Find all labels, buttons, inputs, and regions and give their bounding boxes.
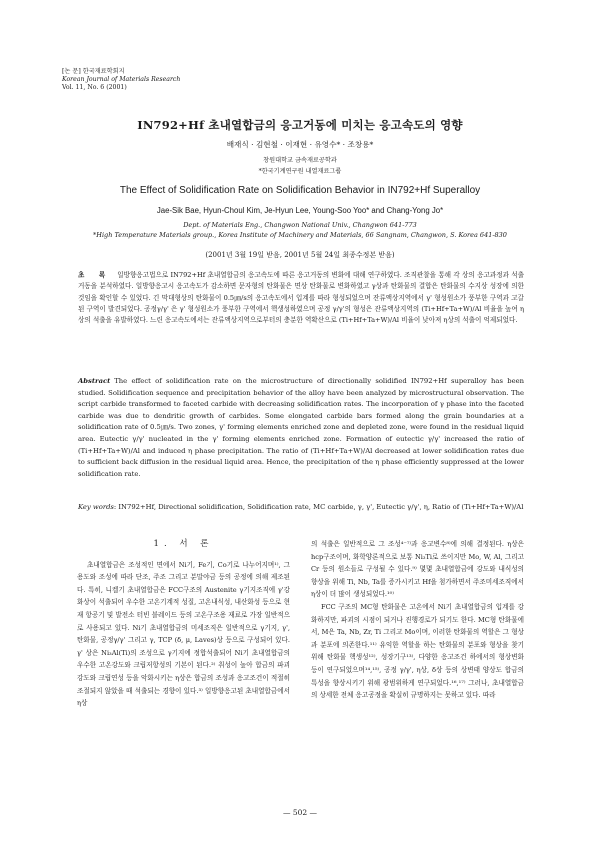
- korean-affiliation-1: 창원대학교 금속재료공학과: [263, 157, 337, 164]
- korean-abstract: [78, 270, 524, 326]
- journal-header: [62, 68, 180, 92]
- korean-abstract-text: 일방향응고법으로 IN792+Hf 초내열합금의 응고속도에 따른 응고거동의 변화에 대해 연구하였다. 조직관찰을 통해 각 상의 응고과정과 석출거동을 분석하였다. 일방향응고시 응고속도가 감소하면 문자형의 탄화물은 면상 탄화물로 변화하였고 γ상과 탄화물의 결합은 탄화물의 수지상 성장에 의한 것임을 확인할 수 있었다. 긴 막대형상의 탄화물이 0.5㎛/s의 응고속도에서 입계를 따라 형성되었으며 잔류액상지역에서 γ' 형성원소가 풍부한 구역과 고갈된 구역이 발견되었다. 공정γ/γ' 은 γ' 형성원소가 풍부한 구역에서 핵생성하였으며 공정 γ/γ'의 형성은 잔류액상지역의 (Ti+Hf+Ta+W)/Al 비율을 높여 η상의 석출을 유발하였다. 느린 응고속도에서는 잔류액상지역으로부터의 충분한 역확산으로 (Ti+Hf+Ta+W)/Al 비율이 낮아져 η상의 석출이 억제되었다.: [78, 271, 524, 325]
- page-number: — 502 —: [282, 808, 318, 817]
- body-column-left: [77, 538, 290, 710]
- body-paragraph: 의 석출은 일반적으로 그 조성⁴⁻⁷⁾과 응고변수⁸⁾에 의해 결정된다. η상은 hcp구조이며, 화학양론적으로 보통 Ni₃Ti로 쓰이지만 Mo, W, Al, 그리고 Cr 등의 원소들로 구성될 수 있다.⁹⁾ 몇몇 초내열합금에 강도와 내식성의 향상을 위해 Ti, Nb, Ta를 증가시키고 Hf을 첨가하면서 주조미세조직에서 η상이 더 많이 생성되었다.¹⁰⁾: [311, 540, 524, 599]
- body-paragraph: 초내열합금은 조성적인 면에서 Ni기, Fe기, Co기로 나누어지며¹⁾, 그 용도와 조성에 따라 단조, 주조 그리고 분말야금 등의 공정에 의해 제조된다. 특히, 니켈기 초내열합금은 FCC구조의 Austenite γ기지조직에 γ'강화상이 석출되어 우수한 고온기계적 성질, 고온내식성, 내산화성 등으로 현재 항공기 및 발전소 터빈 블레이드 등의 고온구조용 재료로 가장 일반적으로 사용되고 있다. Ni기 초내열합금의 미세조직은 일반적으로 γ기지, γ', 탄화물, 공정γ/γ' 그리고 γ, TCP (δ, μ, Laves)상 등으로 구성되어 있다. γ' 상은 Ni₃Al(Ti)의 조성으로 γ기지에 정합석출되어 Ni기 초내열합금의 우수한 고온강도와 크립저항성의 기본이 된다.²⁾ 취성이 높아 합금의 파괴강도와 크립연성 등을 악화시키는 η상은 합금의 조성과 응고조건이 적절히 조절되지 않았을 때 석출되는 경향이 있다.³⁾ 일방향응고된 초내열합금에서 η상: [77, 560, 290, 708]
- korean-affiliation-2: *한국기계연구원 내열재료그룹: [258, 168, 342, 175]
- body-paragraph: FCC 구조의 MC형 탄화물은 고온에서 Ni기 초내열합금의 입계를 강화하지만, 파괴의 시점이 되거나 진행경로가 되기도 한다. MC형 탄화물에서, M은 Ta, Nb, Zr, Ti 그리고 Mo이며, 이러한 탄화물의 역할은 그 형상과 분포에 의존한다.¹¹⁾ 유익한 역할을 하는 탄화물의 분포와 형상을 찾기 위해 탄화물 핵생성¹²⁾, 성장기구¹³⁾, 다양한 응고조건 하에서의 형상변화 등이 연구되었으며¹⁴,¹⁵⁾, 공정 γ/γ', η상, δ상 등의 상변태 양상도 합금의 특성을 향상시키기 위해 광범위하게 연구되었다.¹⁶,¹⁷⁾ 그러나, 초내열합금의 상세한 전체 응고공정을 확실히 규명하지는 못하고 있다. 따라: [311, 602, 524, 700]
- keywords-text: : IN792+Hf, Directional solidification, Solidification rate, MC carbide, γ, γ', Eutectic γ/γ', η, Ratio of (Ti+Hf+Ta+W)/Al: [113, 503, 524, 511]
- section-title-introduction: 1. 서 론: [153, 539, 214, 549]
- journal-volume: Vol. 11, No. 6 (2001): [62, 84, 127, 91]
- english-title: The Effect of Solidification Rate on Solidification Behavior in IN792+Hf Superalloy: [119, 185, 481, 196]
- english-affiliation-2: *High Temperature Materials group., Korea Institute of Machinery and Materials, 66 Sangnam, Changwon, S. Korea 641-830: [93, 231, 507, 239]
- english-abstract-text: The effect of solidification rate on the microstructure of directionally solidified IN792+Hf superalloy has been studied. Solidification sequence and precipitation behavior of the alloy have been analyzed by microstructural observation. The script carbide transformed to faceted carbide with decreasing solidification rates. The incorporation of γ phase into the faceted carbide was due to dendritic growth of carbides. Some elongated carbide bars formed along the grain boundaries at a solidification rate of 0.5㎛/s. Two zones, γ' forming elements enriched zone and depleted zone, were found in the residual liquid area. Eutectic γ/γ' nucleated in the γ' forming elements enriched zone. Formation of eutectic γ/γ' increased the ratio of (Ti+Hf+Ta+W)/Al and induced η phase precipitation. The ratio of (Ti+Hf+Ta+W)/Al decreased at lower solidification rates due to sufficient back diffusion in the residual liquid area. Hence, the precipitation of the η phase efficiently suppressed at the lower solidification rate.: [78, 377, 524, 478]
- english-abstract-label: Abstract: [78, 377, 111, 385]
- english-affiliation-1: Dept. of Materials Eng., Changwon National Univ., Changwon 641-773: [183, 221, 417, 229]
- journal-category: [논 문] 한국재료학회지: [62, 68, 125, 75]
- english-abstract: [78, 376, 524, 480]
- body-column-right: [311, 538, 524, 702]
- keywords: [78, 502, 524, 514]
- keywords-label: Key words: [78, 503, 114, 511]
- received-dates: (2001년 3월 19일 받음, 2001년 5월 24일 최종수정본 받음): [205, 251, 395, 259]
- korean-title: IN792+Hf 초내열합금의 응고거동에 미치는 응고속도의 영향: [137, 118, 463, 132]
- korean-abstract-label: 초 록: [78, 271, 112, 279]
- journal-name: Korean Journal of Materials Research: [62, 76, 181, 83]
- korean-authors: 배재식 · 김현철 · 이재현 · 유영수* · 조창용*: [226, 140, 374, 149]
- english-authors: Jae-Sik Bae, Hyun-Choul Kim, Je-Hyun Lee, Young-Soo Yoo* and Chang-Yong Jo*: [156, 206, 444, 215]
